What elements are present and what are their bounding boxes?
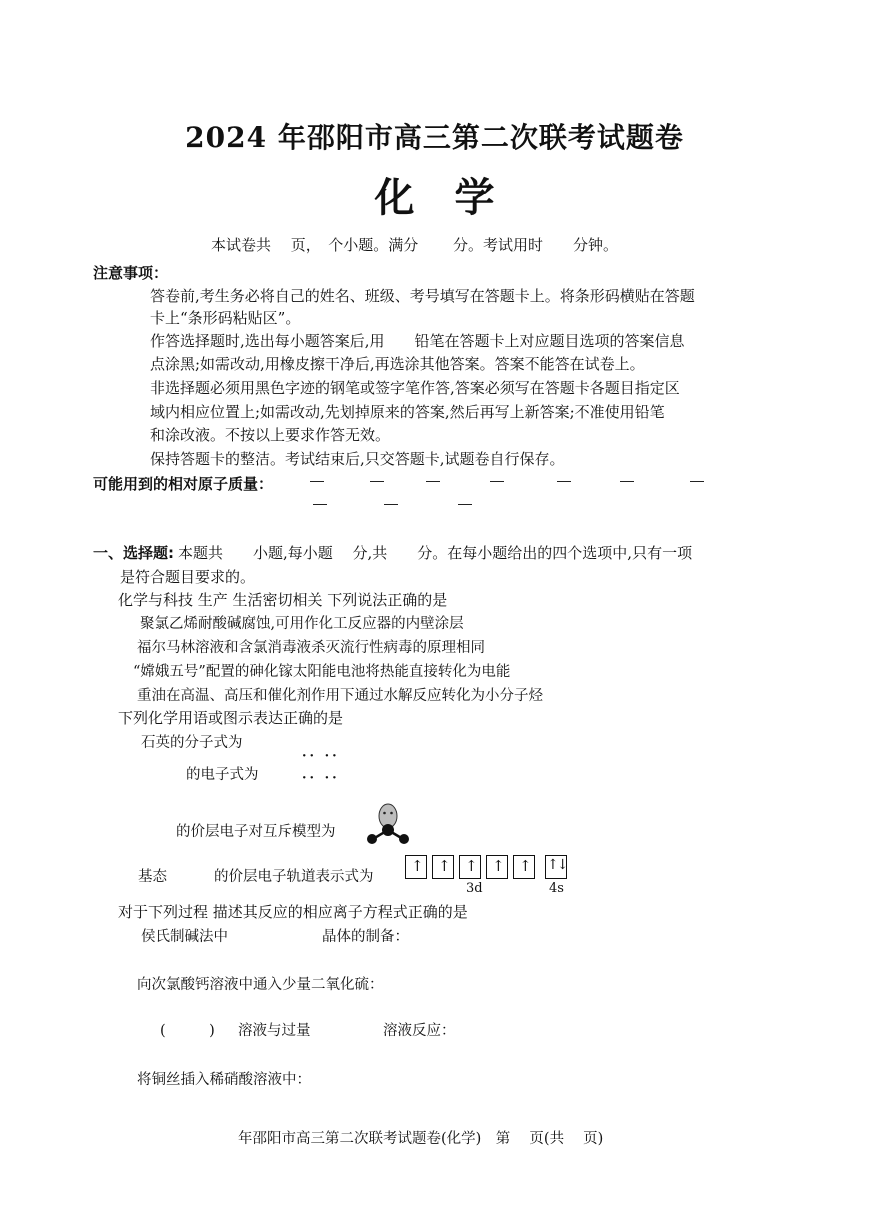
q1-option: 聚氯乙烯耐酸碱腐蚀,可用作化工反应器的内壁涂层 (140, 616, 464, 632)
spin-up-arrow: ↑ (411, 857, 424, 875)
page-footer: 年邵阳市高三第二次联考试题卷(化学) 第 页(共 页) (238, 1131, 604, 1147)
q2-option-c: 的价层电子对互斥模型为 (176, 824, 336, 840)
q3-option-c-paren: ( ) (160, 1023, 215, 1039)
blank-dash (384, 504, 398, 505)
blank-dash (370, 481, 384, 482)
orbital-box-3d (432, 855, 454, 879)
orbital-label-3d: 3d (466, 881, 483, 896)
notice-line: 卡上“条形码粘贴区”。 (150, 309, 301, 327)
exam-info: 本试卷共 页， 个小题。满分 分。考试用时 分钟。 (211, 236, 619, 254)
notice-line: 和涂改液。不按以上要求作答无效。 (150, 426, 391, 444)
notice-line: 保持答题卡的整洁。考试结束后,只交答题卡,试题卷自行保存。 (150, 450, 565, 468)
exam-title: 2024 年邵阳市高三第二次联考试题卷 (185, 121, 684, 154)
spin-up-arrow: ↑ (465, 857, 478, 875)
q3-option-a: 侯氏制碱法中 (141, 929, 228, 945)
blank-dash (557, 481, 571, 482)
notice-line: 域内相应位置上;如需改动,先划掉原来的答案,然后再写上新答案;不准使用铅笔 (150, 403, 665, 421)
q3-option-a-cont: 晶体的制备： (322, 929, 409, 945)
notice-line: 答卷前,考生务必将自己的姓名、班级、考号填写在答题卡上。将条形码横贴在答题 (150, 287, 695, 305)
q2-option-b: 的电子式为 (186, 767, 259, 783)
subject-title: 化 学 (374, 174, 495, 221)
q1-option: 重油在高温、高压和催化剂作用下通过水解反应转化为小分子烃 (137, 688, 543, 704)
q3-option-b: 向次氯酸钙溶液中通入少量二氧化硫： (137, 977, 384, 993)
notice-heading: 注意事项： (93, 264, 169, 282)
q3-option-d: 将铜丝插入稀硝酸溶液中： (137, 1072, 311, 1088)
section-text: 本题共 小题,每小题 分,共 分。在每小题给出的四个选项中,只有一项 (178, 544, 693, 562)
q1-option: “嫦娥五号”配置的砷化镓太阳能电池将热能直接转化为电能 (133, 664, 511, 680)
notice-line: 作答选择题时,选出每小题答案后,用 铅笔在答题卡上对应题目选项的答案信息 (150, 332, 685, 350)
blank-dash (426, 481, 440, 482)
blank-dash (490, 481, 504, 482)
orbital-box-3d (405, 855, 427, 879)
spin-up-arrow: ↑ (438, 857, 451, 875)
notice-line: 点涂黑;如需改动,用橡皮擦干净后,再选涂其他答案。答案不能答在试卷上。 (150, 355, 645, 373)
spin-up-arrow: ↑ (492, 857, 505, 875)
q2-option-d-prefix: 基态 (138, 869, 167, 885)
q3-option-c-cont: 溶液反应： (383, 1023, 456, 1039)
q2-stem: 下列化学用语或图示表达正确的是 (118, 709, 344, 727)
q3-stem: 对于下列过程 描述其反应的相应离子方程式正确的是 (118, 903, 468, 921)
atomic-mass-label: 可能用到的相对原子质量： (93, 475, 274, 493)
vsepr-model-icon (362, 802, 414, 848)
paired-spin-arrows: ↑↓ (547, 857, 567, 873)
blank-dash (690, 481, 704, 482)
q2-option-a: 石英的分子式为 (141, 735, 243, 751)
spin-up-arrow: ↑ (519, 857, 532, 875)
lone-pair-dots: ·· ·· (302, 749, 340, 764)
section-text-cont: 是符合题目要求的。 (120, 568, 256, 586)
orbital-box-3d (459, 855, 481, 879)
q1-option: 福尔马林溶液和含氯消毒液杀灭流行性病毒的原理相同 (137, 640, 485, 656)
blank-dash (310, 481, 324, 482)
q3-option-c: 溶液与过量 (238, 1023, 311, 1039)
blank-dash (313, 504, 327, 505)
notice-line: 非选择题必须用黑色字迹的钢笔或签字笔作答,答案必须写在答题卡各题目指定区 (150, 379, 680, 397)
q1-stem: 化学与科技 生产 生活密切相关 下列说法正确的是 (118, 591, 448, 609)
orbital-box-3d (486, 855, 508, 879)
orbital-box-4s (545, 855, 567, 879)
blank-dash (620, 481, 634, 482)
blank-dash (458, 504, 472, 505)
orbital-label-4s: 4s (549, 881, 564, 896)
lone-pair-dots: ·· ·· (302, 771, 340, 786)
q2-option-d: 的价层电子轨道表示式为 (214, 869, 374, 885)
section-label: 一、选择题: (93, 544, 174, 562)
orbital-box-3d (513, 855, 535, 879)
